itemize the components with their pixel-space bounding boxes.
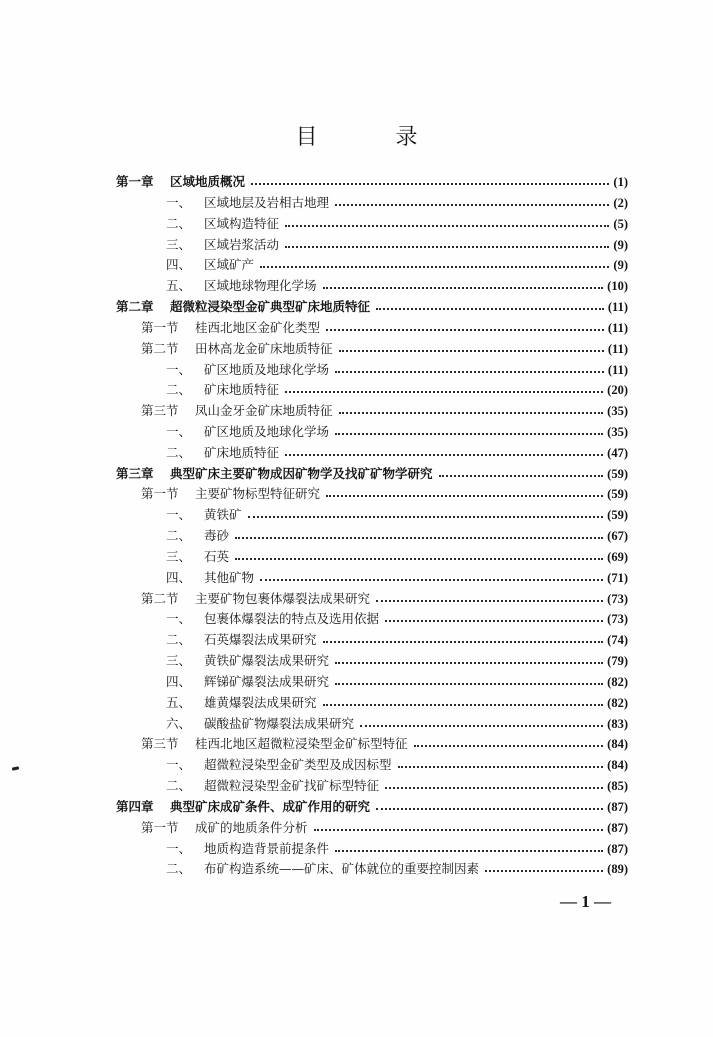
toc-entry-page: (11) <box>607 341 628 356</box>
toc-entry-number: 六、 <box>166 715 192 731</box>
toc-leader-dots <box>260 579 603 581</box>
toc-entry-label <box>166 839 329 859</box>
toc-leader-dots <box>335 850 603 852</box>
toc-entry-title: 矿床地质特征 <box>204 444 280 460</box>
toc-entry-number: 第二节 <box>141 590 179 606</box>
toc-entry-number: 二、 <box>166 382 192 398</box>
toc-entry <box>141 339 628 359</box>
toc-leader-dots <box>385 787 603 789</box>
toc-entry-title: 区域地层及岩相古地理 <box>204 194 330 210</box>
toc-entry-page: (73) <box>607 612 628 627</box>
toc-entry-label <box>166 547 229 567</box>
toc-entry <box>141 318 628 338</box>
toc-entry-label <box>166 672 329 692</box>
toc-entry-title: 黄铁矿 <box>204 507 242 523</box>
toc-entry-page: (79) <box>607 654 628 669</box>
toc-entry-number: 第一节 <box>141 486 179 502</box>
toc-entry-title: 辉锑矿爆裂法成果研究 <box>204 673 330 689</box>
toc-entry <box>166 714 628 734</box>
toc-entry-number: 一、 <box>166 361 192 377</box>
toc-entry-title: 成矿的地质条件分析 <box>195 819 308 835</box>
toc-entry-page: (35) <box>607 404 628 419</box>
toc-entry <box>166 422 628 442</box>
toc-leader-dots <box>335 662 603 664</box>
toc-entry-label <box>116 297 370 317</box>
toc-leader-dots <box>335 371 604 373</box>
toc-entry-title: 区域地球物理化学场 <box>204 278 317 294</box>
toc-entry-number: 三、 <box>166 548 192 564</box>
scan-speck <box>12 766 19 770</box>
toc-entry <box>166 672 628 692</box>
toc-entry-label <box>116 464 433 484</box>
toc-entry-page: (84) <box>607 737 628 752</box>
toc-entry-number: 第三节 <box>141 736 179 752</box>
toc-entry <box>166 547 628 567</box>
page-title: 目 录 <box>295 125 446 150</box>
toc-entry-number: 五、 <box>166 694 192 710</box>
toc-leader-dots <box>314 829 604 831</box>
toc-entry-number: 三、 <box>166 653 192 669</box>
toc-entry-title: 区域构造特征 <box>204 215 280 231</box>
toc-entry-number: 二、 <box>166 444 192 460</box>
toc-entry-title: 布矿构造系统——矿床、矿体就位的重要控制因素 <box>204 861 480 877</box>
toc-entry-page: (59) <box>607 508 628 523</box>
toc-entry-title: 矿区地质及地球化学场 <box>204 424 330 439</box>
toc-entry <box>166 235 628 255</box>
toc-entry-number: 二、 <box>166 528 192 544</box>
toc-leader-dots <box>335 204 609 206</box>
toc-entry <box>166 505 628 525</box>
toc-entry-label <box>166 276 317 296</box>
toc-entry-page: (69) <box>607 549 628 564</box>
toc-entry-title: 典型矿床主要矿物成因矿物学及找矿矿物学研究 <box>170 465 433 481</box>
toc-entry-title: 雄黄爆裂法成果研究 <box>204 694 317 710</box>
toc-leader-dots <box>285 454 603 456</box>
toc-entry-title: 凤山金牙金矿床地质特征 <box>195 403 333 419</box>
toc-entry <box>166 526 628 546</box>
toc-entry <box>141 734 628 754</box>
toc-entry <box>116 797 628 817</box>
toc-entry-number: 第三节 <box>141 403 179 419</box>
toc-leader-dots <box>235 558 603 560</box>
toc-entry-page: (71) <box>607 570 628 585</box>
toc-entry <box>166 276 628 296</box>
toc-entry-title: 主要矿物标型特征研究 <box>195 486 321 502</box>
toc-leader-dots <box>323 641 604 643</box>
toc-entry-number: 三、 <box>166 236 192 252</box>
toc-entry-title: 主要矿物包裹体爆裂法成果研究 <box>195 590 371 606</box>
toc-entry-page: (73) <box>607 591 628 606</box>
toc-entry-title: 矿床地质特征 <box>204 382 280 398</box>
toc-entry-title: 石英爆裂法成果研究 <box>204 632 317 648</box>
toc-leader-dots <box>339 350 604 352</box>
toc-leader-dots <box>414 745 604 747</box>
toc-entry-page: (74) <box>607 633 628 648</box>
toc-entry-label <box>166 693 317 713</box>
toc-entry-title: 其他矿物 <box>204 569 255 585</box>
toc-entry-label <box>141 484 320 504</box>
toc-leader-dots <box>285 391 603 393</box>
toc-entry <box>166 651 628 671</box>
toc-entry <box>166 776 628 796</box>
toc-leader-dots <box>376 600 603 602</box>
toc-leader-dots <box>439 475 604 477</box>
toc-entry-page: (59) <box>607 487 628 502</box>
toc-entry-number: 第一章 <box>116 174 154 189</box>
toc-entry-page: (1) <box>613 175 628 189</box>
toc-entry-title: 毒砂 <box>204 528 230 544</box>
toc-entry-page: (2) <box>613 195 628 210</box>
toc-leader-dots <box>376 308 604 310</box>
toc-entry-page: (11) <box>607 320 628 335</box>
toc-entry-label <box>166 776 379 796</box>
toc-entry-number: 二、 <box>166 215 192 231</box>
toc-entry-label <box>141 589 370 609</box>
toc-entry-label <box>166 214 279 234</box>
toc-entry-page: (87) <box>607 820 628 835</box>
toc-leader-dots <box>285 225 609 227</box>
toc-entry-label <box>166 360 329 380</box>
toc-entry <box>166 360 628 380</box>
toc-entry <box>141 589 628 609</box>
toc-entry <box>116 172 628 192</box>
toc-entry-title: 超微粒浸染型金矿类型及成因标型 <box>204 757 392 773</box>
toc-leader-dots <box>335 433 603 435</box>
toc-entry-number: 四、 <box>166 673 192 689</box>
toc-entry-title: 地质构造背景前提条件 <box>204 840 330 856</box>
toc-entry-title: 矿区地质及地球化学场 <box>204 361 330 377</box>
toc-entry-page: (87) <box>607 799 628 814</box>
toc-entry-number: 一、 <box>166 194 192 210</box>
toc-entry-number: 一、 <box>166 757 192 773</box>
toc-entry-page: (9) <box>613 258 628 273</box>
toc-leader-dots <box>335 683 603 685</box>
toc-entry-page: (35) <box>607 425 628 439</box>
toc-entry <box>166 214 628 234</box>
toc-entry-page: (20) <box>607 383 628 398</box>
toc-entry-page: (89) <box>607 862 628 877</box>
toc-entry-number: 第二节 <box>141 340 179 356</box>
toc-entry-label <box>141 734 408 754</box>
toc-leader-dots <box>385 620 603 622</box>
toc-entry-number: 第三章 <box>116 465 154 481</box>
toc-entry-title: 田林高龙金矿床地质特征 <box>195 340 333 356</box>
toc-entry-number: 二、 <box>166 632 192 648</box>
toc-entry-number: 五、 <box>166 278 192 294</box>
toc-entry <box>166 859 628 879</box>
toc-leader-dots <box>398 766 604 768</box>
toc-entry-title: 桂西北地区超微粒浸染型金矿标型特征 <box>195 736 408 752</box>
toc-leader-dots <box>323 704 604 706</box>
toc-entry <box>141 401 628 421</box>
toc-entry-label <box>166 755 392 775</box>
toc-entry <box>166 839 628 859</box>
toc-entry-page: (84) <box>607 758 628 773</box>
toc-entry-label <box>166 422 329 442</box>
toc-entry-title: 黄铁矿爆裂法成果研究 <box>204 653 330 669</box>
toc-entry-number: 第二章 <box>116 299 154 314</box>
toc-entry-label <box>141 401 333 421</box>
toc-entry-label <box>116 797 370 817</box>
toc-entry-label <box>166 526 229 546</box>
toc-entry-number: 第一节 <box>141 819 179 835</box>
toc-entry-label <box>141 818 308 838</box>
toc-entry-page: (82) <box>607 695 628 710</box>
toc-entry-label <box>166 609 379 629</box>
toc-entry-number: 二、 <box>166 778 192 794</box>
toc-entry-page: (11) <box>607 300 628 314</box>
toc-entry-page: (9) <box>613 237 628 252</box>
toc-entry-number: 一、 <box>166 611 192 627</box>
toc-entry-label <box>166 193 329 213</box>
toc-entry-title: 区域矿产 <box>204 257 255 273</box>
toc-entry-title: 石英 <box>204 548 230 564</box>
toc-leader-dots <box>260 266 609 268</box>
toc-entry-page: (11) <box>607 362 628 377</box>
toc-entry-page: (59) <box>607 466 628 481</box>
toc-entry-page: (85) <box>607 779 628 794</box>
toc-entry-page: (82) <box>607 674 628 689</box>
toc-leader-dots <box>248 516 604 518</box>
toc-leader-dots <box>485 870 603 872</box>
toc-entry-page: (83) <box>607 716 628 731</box>
toc-entry-page: (10) <box>607 279 628 294</box>
toc-entry-number: 一、 <box>166 507 192 523</box>
toc-entry-label <box>166 235 279 255</box>
toc-entry-number: 四、 <box>166 257 192 273</box>
toc-entry-page: (5) <box>613 216 628 231</box>
toc-entry-label <box>166 568 254 588</box>
toc-entry <box>116 464 628 484</box>
toc-entry <box>166 630 628 650</box>
toc-entry-label <box>166 380 279 400</box>
page-number: — 1 — <box>560 892 611 911</box>
toc-entry <box>166 255 628 275</box>
toc-leader-dots <box>326 495 603 497</box>
toc-leader-dots <box>235 537 603 539</box>
toc-entry <box>116 297 628 317</box>
toc-entry-title: 区域岩浆活动 <box>204 236 280 252</box>
toc-entry-title: 典型矿床成矿条件、成矿作用的研究 <box>170 798 371 814</box>
toc-entry-label <box>166 255 254 275</box>
toc-entry <box>141 818 628 838</box>
toc-entry <box>166 755 628 775</box>
toc-entry-page: (47) <box>607 445 628 460</box>
toc-entry-page: (67) <box>607 529 628 544</box>
toc-entry <box>141 484 628 504</box>
toc-entry-title: 超微粒浸染型金矿典型矿床地质特征 <box>170 299 371 314</box>
toc-leader-dots <box>339 412 604 414</box>
toc-entry <box>166 568 628 588</box>
toc-entry-number: 一、 <box>166 424 192 439</box>
toc-leader-dots <box>326 329 604 331</box>
toc-entry-title: 包裹体爆裂法的特点及选用依据 <box>204 611 380 627</box>
toc-entry-label <box>141 339 333 359</box>
toc-entry-number: 第四章 <box>116 798 154 814</box>
toc-entry-title: 碳酸盐矿物爆裂法成果研究 <box>204 715 355 731</box>
toc-entry-number: 二、 <box>166 861 192 877</box>
toc-entry-label <box>166 505 242 525</box>
toc-entry-label <box>116 172 245 192</box>
toc-entry-number: 第一节 <box>141 319 179 335</box>
toc-leader-dots <box>323 287 604 289</box>
toc-entry <box>166 380 628 400</box>
toc-leader-dots <box>360 725 603 727</box>
toc-entry <box>166 609 628 629</box>
toc-entry-label <box>166 651 329 671</box>
toc-entry <box>166 693 628 713</box>
toc-leader-dots <box>376 808 603 810</box>
toc-entry <box>166 443 628 463</box>
toc-entry-number: 四、 <box>166 569 192 585</box>
toc-entry <box>166 193 628 213</box>
toc-entry-title: 区域地质概况 <box>170 174 246 189</box>
toc-entry-number: 一、 <box>166 840 192 856</box>
toc-entry-title: 桂西北地区金矿化类型 <box>195 319 321 335</box>
toc-entry-label <box>166 714 354 734</box>
toc-leader-dots <box>285 246 609 248</box>
toc-entry-label <box>166 443 279 463</box>
toc-entry-label <box>141 318 320 338</box>
toc-entry-label <box>166 859 479 879</box>
toc-entry-title: 超微粒浸染型金矿找矿标型特征 <box>204 778 380 794</box>
toc-entry-label <box>166 630 317 650</box>
toc-leader-dots <box>251 183 609 185</box>
toc-entry-page: (87) <box>607 841 628 856</box>
